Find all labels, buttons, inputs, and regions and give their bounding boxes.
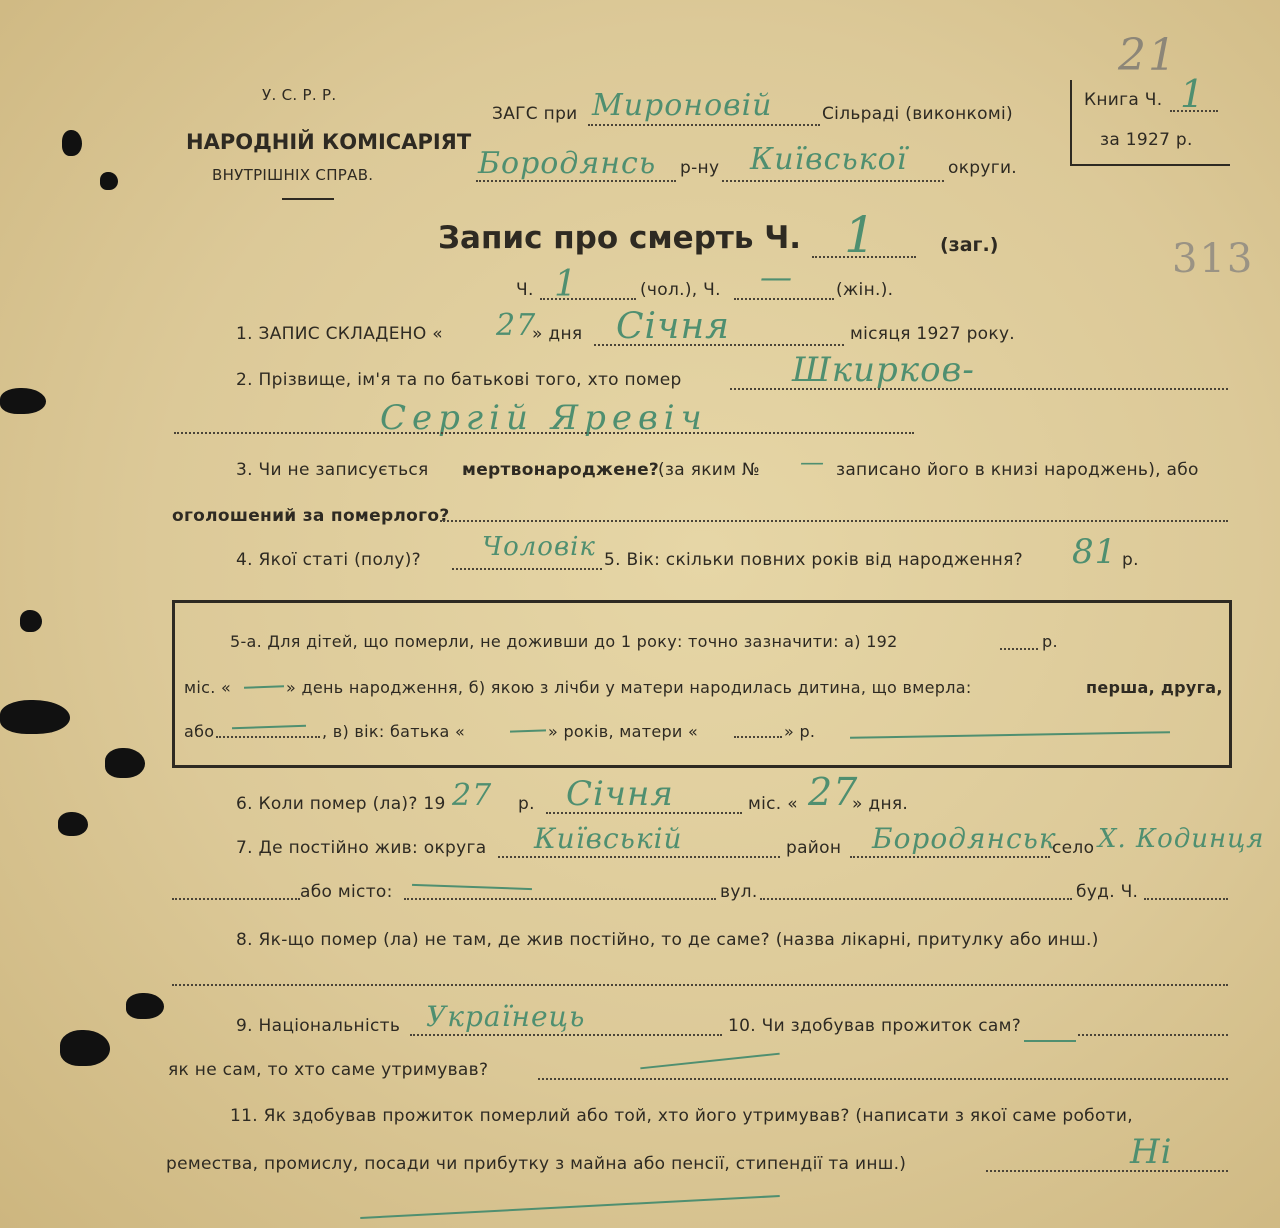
binding-hole xyxy=(0,700,70,734)
internal-affairs-label: ВНУТРІШНІХ СПРАВ. xyxy=(212,166,374,184)
commissariat-label: НАРОДНІЙ КОМІСАРІЯТ xyxy=(186,130,472,154)
item7-okruga-handwritten: Київській xyxy=(534,822,683,855)
pencil-record-number: 313 xyxy=(1172,236,1255,282)
male-count-line xyxy=(540,298,636,300)
item7-label: 7. Де постійно жив: округа xyxy=(236,838,487,858)
item2-name-line xyxy=(174,432,914,434)
rnu-label: р-ну xyxy=(680,158,720,178)
header-divider xyxy=(282,198,334,200)
item7-house-label: буд. Ч. xyxy=(1076,882,1139,902)
item6-month-line xyxy=(546,812,742,814)
item5a-year-unit: р. xyxy=(1042,632,1058,651)
book-box-bottom-border xyxy=(1070,164,1230,166)
item7-selo-cont-line xyxy=(172,898,300,900)
item3-stillborn-label: мертвонароджене? xyxy=(462,460,660,480)
item5a-month-label: міс. « xyxy=(184,678,232,697)
item3-declared-line xyxy=(440,520,1228,522)
item11-label-cont: ремества, промислу, посади чи прибутку з майна або пенсії, стипендії та инш.) xyxy=(166,1154,907,1174)
book-box-left-border xyxy=(1070,80,1072,166)
item6-month-label: міс. « xyxy=(748,794,798,814)
book-label: Книга Ч. xyxy=(1084,90,1163,110)
item7-rayon-handwritten: Бородянськ xyxy=(872,822,1057,855)
item5a-or-label: або xyxy=(184,722,215,741)
okrugy-label: округи. xyxy=(948,158,1018,178)
item5-label: 5. Вік: скільки повних років від народження? xyxy=(604,550,1023,570)
item7-rayon-line xyxy=(850,856,1050,858)
item6-month-handwritten: Січня xyxy=(566,774,674,814)
item9-nationality-handwritten: Українець xyxy=(426,1000,586,1033)
item1-month-line xyxy=(594,344,844,346)
binding-hole xyxy=(58,812,88,836)
item5a-birth-order: перша, друга, xyxy=(1086,678,1223,697)
female-count-line xyxy=(734,298,834,300)
item10-underline xyxy=(1024,1040,1076,1042)
item2-surname-line xyxy=(730,388,1228,390)
item4-label: 4. Якої статі (полу)? xyxy=(236,550,421,570)
item6-day-handwritten: 27 xyxy=(808,770,859,814)
item3-number-label: (за яким № xyxy=(658,460,760,480)
record-number-line xyxy=(812,256,916,258)
item7-city-dash xyxy=(412,884,532,890)
item11-handwritten: Ні xyxy=(1130,1132,1173,1172)
item5a-mother-unit: » р. xyxy=(784,722,816,741)
item7-okruga-line xyxy=(498,856,780,858)
book-year-label: за 1927 р. xyxy=(1100,130,1193,150)
book-number-handwritten: 1 xyxy=(1180,72,1206,116)
item3-label: 3. Чи не записується xyxy=(236,460,429,480)
item5a-year-line xyxy=(1000,648,1038,650)
item5a-line1: 5-а. Для дітей, що померли, не доживши до 1 року: точно зазначити: а) 192 xyxy=(230,632,898,651)
zag-label: (заг.) xyxy=(940,234,999,256)
item1-day-suffix: » дня xyxy=(532,324,583,344)
item1-year-label: місяця 1927 року. xyxy=(850,324,1016,344)
item11-label: 11. Як здобував прожиток померлий або той, хто його утримував? (написати з якої саме роботи, xyxy=(230,1106,1133,1126)
item5a-line2: » день народження, б) якою з лічби у матери народилась дитина, що вмерла: xyxy=(286,678,972,697)
item7-selo-label: село xyxy=(1052,838,1095,858)
zags-label: ЗАГС при xyxy=(492,104,578,124)
rayon-handwritten: Бородянсь xyxy=(478,146,657,181)
female-count-handwritten: — xyxy=(760,258,793,296)
item6-year-unit: р. xyxy=(518,794,535,814)
item4-sex-handwritten: Чоловік xyxy=(482,532,596,562)
okruga-line xyxy=(722,180,944,182)
binding-hole xyxy=(105,748,145,778)
item5a-or-line xyxy=(216,736,320,738)
selrada-label: Сільраді (виконкомі) xyxy=(822,104,1013,124)
item5-age-handwritten: 81 xyxy=(1072,532,1118,572)
record-number-handwritten: 1 xyxy=(844,206,877,264)
book-number-line xyxy=(1170,110,1218,112)
item10-line xyxy=(1078,1034,1228,1036)
item1-month-handwritten: Січня xyxy=(616,306,731,347)
binding-hole xyxy=(60,1030,110,1066)
selrada-line xyxy=(588,124,820,126)
ussr-label: У. С. Р. Р. xyxy=(262,86,337,104)
binding-hole xyxy=(126,993,164,1019)
item10-supporter-line xyxy=(538,1078,1228,1080)
item6-label: 6. Коли помер (ла)? 19 xyxy=(236,794,446,814)
item10-label: 10. Чи здобував прожиток сам? xyxy=(728,1016,1022,1036)
item2-surname-handwritten: Шкирков- xyxy=(792,350,975,390)
item2-label: 2. Прізвище, ім'я та по батькові того, хто помер xyxy=(236,370,682,390)
item10-supporter-label: як не сам, то хто саме утримував? xyxy=(168,1060,489,1080)
item1-day-handwritten: 27 xyxy=(496,308,537,343)
male-count-handwritten: 1 xyxy=(554,264,578,305)
item7-selo-handwritten: Х. Кодинця xyxy=(1098,824,1265,854)
item8-line xyxy=(172,984,1228,986)
item7-city-label: або місто: xyxy=(300,882,393,902)
item9-label: 9. Національність xyxy=(236,1016,401,1036)
item4-sex-line xyxy=(452,568,602,570)
item3-declared-label: оголошений за померлого? xyxy=(172,506,450,526)
item6-day-unit: » дня. xyxy=(852,794,909,814)
item2-name-handwritten: Сергій Яревіч xyxy=(380,398,708,438)
zhin-label: (жін.). xyxy=(836,280,894,300)
item1-label: 1. ЗАПИС СКЛАДЕНО « xyxy=(236,324,443,344)
ch-label: Ч. xyxy=(516,280,534,300)
item7-rayon-label: район xyxy=(786,838,842,858)
binding-hole xyxy=(62,130,82,156)
item3-book-label: записано його в книзі народжень), або xyxy=(836,460,1199,480)
pencil-page-number: 21 xyxy=(1118,30,1178,81)
item5a-mother-label: » років, матери « xyxy=(548,722,699,741)
chol-label: (чол.), Ч. xyxy=(640,280,721,300)
record-title: Запис про смерть Ч. xyxy=(438,220,802,256)
item7-street-line xyxy=(760,898,1072,900)
item5-age-unit: р. xyxy=(1122,550,1139,570)
item9-line xyxy=(410,1034,722,1036)
selrada-handwritten: Мироновій xyxy=(592,88,773,123)
binding-hole xyxy=(0,388,46,414)
item10-supporter-dash xyxy=(640,1053,779,1070)
item5a-mother-line xyxy=(734,736,782,738)
item7-city-line xyxy=(404,898,716,900)
binding-hole xyxy=(20,610,42,632)
item8-label: 8. Як-що помер (ла) не там, де жив постійно, то де саме? (назва лікарні, притулку або инш.) xyxy=(236,930,1099,950)
item11-line xyxy=(986,1170,1228,1172)
item6-year-handwritten: 27 xyxy=(452,778,493,813)
item7-street-label: вул. xyxy=(720,882,758,902)
rayon-line xyxy=(476,180,676,182)
binding-hole xyxy=(100,172,118,190)
item7-house-line xyxy=(1144,898,1228,900)
item11-strikeout xyxy=(360,1195,780,1219)
item3-number-handwritten: — xyxy=(800,448,825,476)
okruga-handwritten: Київської xyxy=(750,142,908,177)
item5a-father-label: , в) вік: батька « xyxy=(322,722,466,741)
